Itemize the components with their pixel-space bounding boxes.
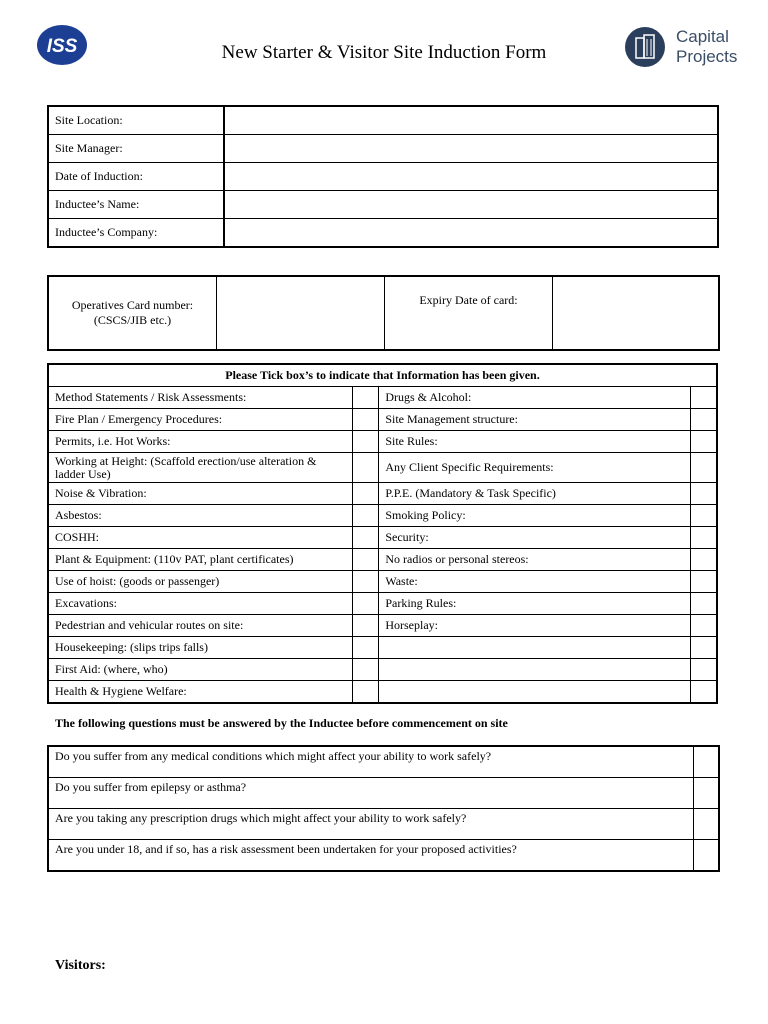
checklist-item-right: Drugs & Alcohol: xyxy=(379,387,691,409)
tick-box[interactable] xyxy=(690,615,717,637)
inductee-name-field[interactable] xyxy=(224,191,718,219)
question-text: Are you under 18, and if so, has a risk assessment been undertaken for your proposed activities? xyxy=(48,840,694,872)
checklist-item-left: Use of hoist: (goods or passenger) xyxy=(48,571,353,593)
card-table xyxy=(47,275,720,351)
checklist-header: Please Tick box’s to indicate that Information has been given. xyxy=(48,364,717,387)
questions-note: The following questions must be answered by the Inductee before commencement on site xyxy=(55,716,508,730)
tick-box[interactable] xyxy=(353,431,379,453)
checklist-item-right: Site Management structure: xyxy=(379,409,691,431)
tick-box[interactable] xyxy=(690,681,717,704)
table-row xyxy=(48,637,717,659)
table-row xyxy=(48,659,717,681)
checklist-item-right: Horseplay: xyxy=(379,615,691,637)
checklist-item-right: No radios or personal stereos: xyxy=(379,549,691,571)
induction-checklist xyxy=(47,363,718,704)
tick-box[interactable] xyxy=(353,505,379,527)
form-title: New Starter & Visitor Site Induction Form xyxy=(221,42,547,63)
capital-word: Capital xyxy=(676,27,729,46)
table-row xyxy=(48,106,718,135)
checklist-item-left: Noise & Vibration: xyxy=(48,483,353,505)
checklist-item-left: Working at Height: (Scaffold erection/use alteration & ladder Use) xyxy=(48,453,353,483)
checklist-item-right: Parking Rules: xyxy=(379,593,691,615)
checklist-item-right xyxy=(379,659,691,681)
table-row xyxy=(48,809,719,840)
tick-box[interactable] xyxy=(353,549,379,571)
tick-box[interactable] xyxy=(690,637,717,659)
induction-date-label: Date of Induction: xyxy=(48,163,224,191)
question-text: Are you taking any prescription drugs which might affect your ability to work safely? xyxy=(48,809,694,840)
tick-box[interactable] xyxy=(690,453,717,483)
visitors-heading: Visitors: xyxy=(55,958,106,973)
checklist-item-left: Method Statements / Risk Assessments: xyxy=(48,387,353,409)
tick-box[interactable] xyxy=(353,453,379,483)
card-number-field[interactable] xyxy=(217,276,385,350)
table-row xyxy=(48,135,718,163)
answer-box[interactable] xyxy=(694,840,720,872)
table-row xyxy=(48,593,717,615)
table-row xyxy=(48,276,719,350)
expiry-date-label: Expiry Date of card: xyxy=(385,276,553,350)
site-manager-label: Site Manager: xyxy=(48,135,224,163)
tick-box[interactable] xyxy=(690,527,717,549)
tick-box[interactable] xyxy=(690,483,717,505)
tick-box[interactable] xyxy=(690,409,717,431)
question-text: Do you suffer from epilepsy or asthma? xyxy=(48,778,694,809)
checklist-item-left: First Aid: (where, who) xyxy=(48,659,353,681)
tick-box[interactable] xyxy=(690,431,717,453)
tick-box[interactable] xyxy=(353,409,379,431)
table-row xyxy=(48,549,717,571)
tick-box[interactable] xyxy=(353,659,379,681)
table-row xyxy=(48,571,717,593)
induction-date-field[interactable] xyxy=(224,163,718,191)
table-row xyxy=(48,219,718,248)
inductee-company-label: Inductee’s Company: xyxy=(48,219,224,248)
tick-box[interactable] xyxy=(690,387,717,409)
checklist-item-left: Fire Plan / Emergency Procedures: xyxy=(48,409,353,431)
tick-box[interactable] xyxy=(353,571,379,593)
tick-box[interactable] xyxy=(690,659,717,681)
table-row xyxy=(48,191,718,219)
tick-box[interactable] xyxy=(353,387,379,409)
checklist-item-left: Permits, i.e. Hot Works: xyxy=(48,431,353,453)
tick-box[interactable] xyxy=(353,615,379,637)
answer-box[interactable] xyxy=(694,746,720,778)
table-row xyxy=(48,483,717,505)
site-details-table xyxy=(47,105,719,248)
table-row xyxy=(48,840,719,872)
inductee-name-label: Inductee’s Name: xyxy=(48,191,224,219)
tick-box[interactable] xyxy=(690,593,717,615)
tick-box[interactable] xyxy=(353,483,379,505)
table-row xyxy=(48,681,717,704)
checklist-item-right: Site Rules: xyxy=(379,431,691,453)
tick-box[interactable] xyxy=(353,593,379,615)
table-row xyxy=(48,163,718,191)
answer-box[interactable] xyxy=(694,809,720,840)
tick-box[interactable] xyxy=(690,505,717,527)
checklist-item-left: Health & Hygiene Welfare: xyxy=(48,681,353,704)
checklist-item-right xyxy=(379,637,691,659)
checklist-item-right: Security: xyxy=(379,527,691,549)
site-manager-field[interactable] xyxy=(224,135,718,163)
svg-text:ISS: ISS xyxy=(46,36,78,57)
building-icon xyxy=(624,26,666,68)
answer-box[interactable] xyxy=(694,778,720,809)
site-location-label: Site Location: xyxy=(48,106,224,135)
tick-box[interactable] xyxy=(353,637,379,659)
table-row xyxy=(48,453,717,483)
inductee-questions xyxy=(47,745,720,872)
table-row xyxy=(48,527,717,549)
table-row xyxy=(48,778,719,809)
capital-projects-logo xyxy=(624,26,737,68)
checklist-item-left: Plant & Equipment: (110v PAT, plant certificates) xyxy=(48,549,353,571)
tick-box[interactable] xyxy=(690,571,717,593)
checklist-item-left: Housekeeping: (slips trips falls) xyxy=(48,637,353,659)
card-number-label: Operatives Card number: (CSCS/JIB etc.) xyxy=(48,276,217,350)
expiry-date-field[interactable] xyxy=(553,276,720,350)
table-row xyxy=(48,364,717,387)
inductee-company-field[interactable] xyxy=(224,219,718,248)
checklist-item-left: Asbestos: xyxy=(48,505,353,527)
table-row xyxy=(48,409,717,431)
table-row xyxy=(48,615,717,637)
question-text: Do you suffer from any medical conditions which might affect your ability to work safely? xyxy=(48,746,694,778)
tick-box[interactable] xyxy=(353,527,379,549)
checklist-item-left: Excavations: xyxy=(48,593,353,615)
table-row xyxy=(48,505,717,527)
checklist-item-right: P.P.E. (Mandatory & Task Specific) xyxy=(379,483,691,505)
checklist-item-left: COSHH: xyxy=(48,527,353,549)
tick-box[interactable] xyxy=(690,549,717,571)
site-location-field[interactable] xyxy=(224,106,718,135)
table-row xyxy=(48,431,717,453)
checklist-item-right: Waste: xyxy=(379,571,691,593)
checklist-item-right: Any Client Specific Requirements: xyxy=(379,453,691,483)
checklist-item-left: Pedestrian and vehicular routes on site: xyxy=(48,615,353,637)
tick-box[interactable] xyxy=(353,681,379,704)
checklist-item-right xyxy=(379,681,691,704)
table-row xyxy=(48,387,717,409)
checklist-item-right: Smoking Policy: xyxy=(379,505,691,527)
table-row xyxy=(48,746,719,778)
projects-word: Projects xyxy=(676,47,738,66)
